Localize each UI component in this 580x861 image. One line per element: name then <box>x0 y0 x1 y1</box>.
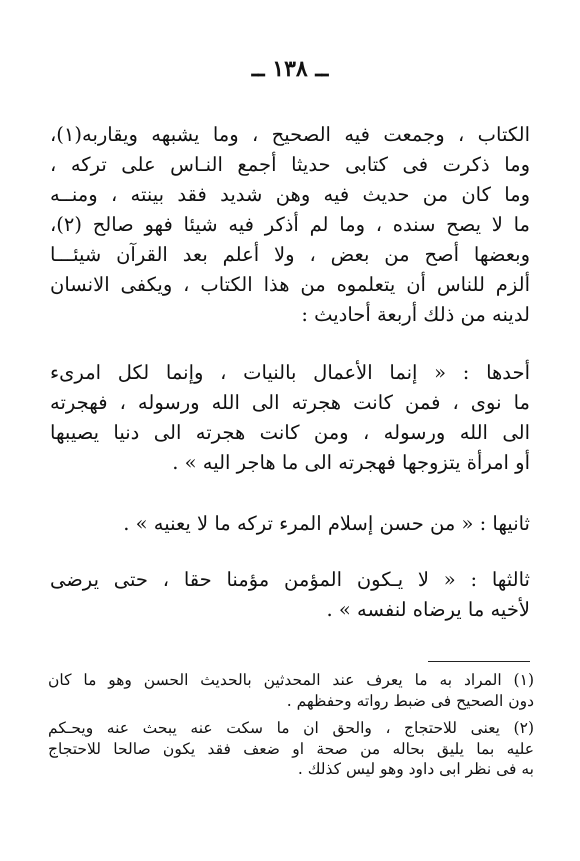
paragraph-hadith-1 <box>50 358 530 478</box>
text-line: لأخيه ما يرضاه لنفسه » . <box>326 598 530 621</box>
footnote-separator <box>428 661 530 662</box>
footnote-line: به فى نظر ابى داود وهو ليس كذلك . <box>297 760 534 778</box>
text-line: ثالثها : « لا يـكون المؤمن مؤمنا حقا ، حتى يرضى <box>50 568 530 591</box>
paragraph-intro <box>50 120 530 330</box>
footnote-line: عليه بما يليق بحاله من صحة او ضعف فقد يكون صالحا للاحتجاج <box>48 739 534 758</box>
footnote-line: (١) المراد به ما يعرف عند المحدثين بالحديث الحسن وهو ما كان <box>48 671 534 689</box>
text-line: ما لا يصح سنده ، وما لم أذكر فيه شيئا فهو صالح (٢)، <box>50 213 530 236</box>
footnote-2 <box>48 718 534 780</box>
text-line: الكتاب ، وجمعت فيه الصحيح ، وما يشبهه ويقاربه(١)، <box>50 123 530 146</box>
paragraph-hadith-2 <box>50 509 530 539</box>
paragraph-hadith-3 <box>50 565 530 625</box>
footnotes <box>48 670 534 780</box>
text-line: لدينه من ذلك أربعة أحاديث : <box>301 303 530 326</box>
text-line: الى الله ورسوله ، ومن كانت هجرته الى دنيا يصيبها <box>50 421 530 444</box>
footnote-line: دون الصحيح فى ضبط رواته وحفظهم . <box>286 691 534 710</box>
footnote-1 <box>48 670 534 711</box>
footnote-spacer <box>48 711 534 718</box>
text-line: ألزم للناس أن يتعلموه من هذا الكتاب ، ويكفى الانسان <box>50 273 530 296</box>
text-line: وبعضها أصح من بعض ، ولا أعلم بعد القرآن شيئـــا <box>50 243 530 266</box>
text-line: وما كان من حديث فيه وهن شديد فقد بينته ، ومنــه <box>50 183 530 206</box>
text-line: ما نوى ، فمن كانت هجرته الى الله ورسوله ، فهجرته <box>50 391 530 414</box>
text-line: أحدها : « إنما الأعمال بالنيات ، وإنما لكل امرىء <box>50 361 530 384</box>
text-line: أو امرأة يتزوجها فهجرته الى ما هاجر اليه » . <box>172 451 530 474</box>
footnote-line: (٢) يعنى للاحتجاج ، والحق ان ما سكت عنه يبحث عنه ويحـكم <box>48 719 534 737</box>
page-number: ــ ١٣٨ ــ <box>251 56 329 82</box>
text-line: وما ذكرت فى كتابى حديثا أجمع النـاس على تركه ، <box>50 153 530 176</box>
text-line: ثانيها : « من حسن إسلام المرء تركه ما لا يعنيه » . <box>123 512 530 535</box>
